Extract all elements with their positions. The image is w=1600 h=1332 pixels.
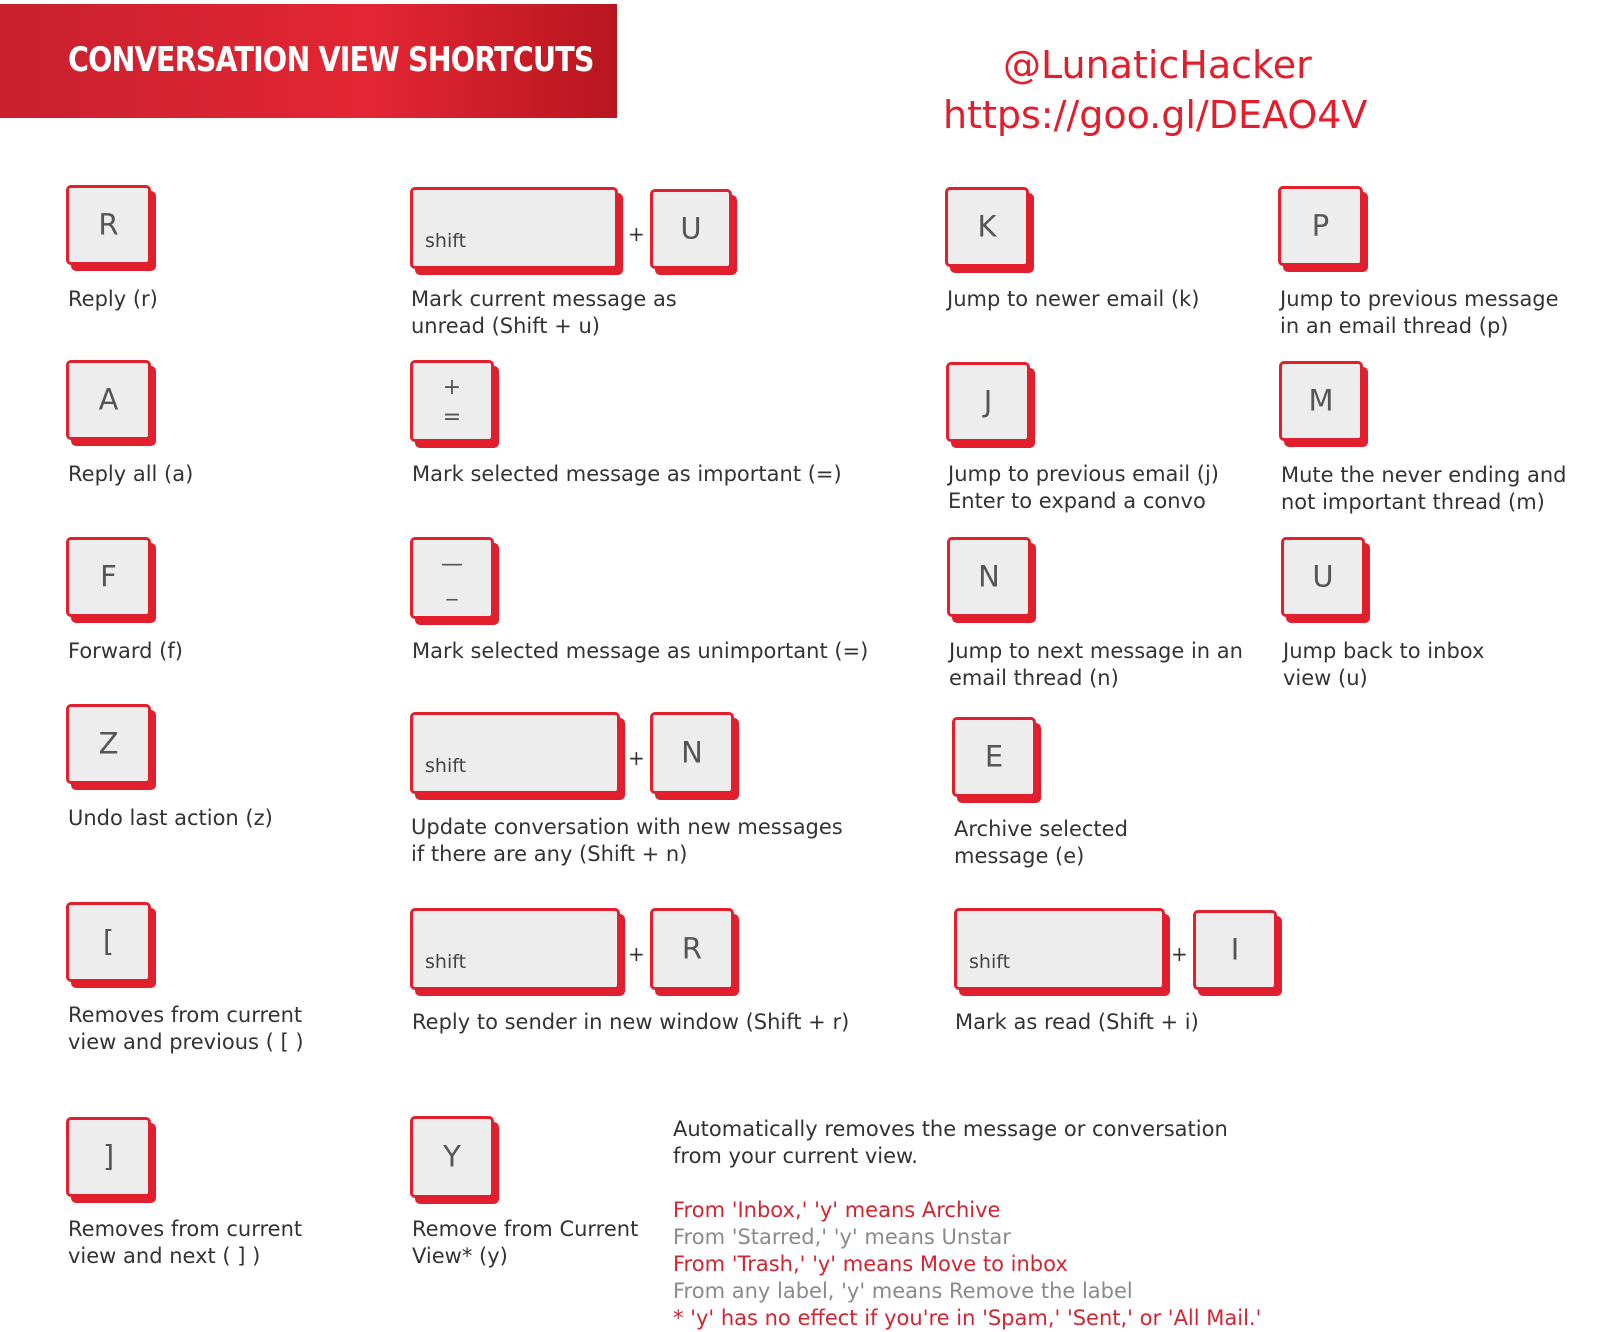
key-minus: — _	[410, 537, 494, 619]
shortcut-archive: Archive selected message (e)	[954, 817, 1128, 868]
y-note-starred: From 'Starred,' 'y' means Unstar	[673, 1225, 1011, 1249]
key-a: A	[66, 360, 151, 440]
key-r-shift: R	[650, 908, 734, 990]
key-u-inbox: U	[1281, 537, 1365, 617]
key-k: K	[945, 187, 1029, 267]
shortcut-reply-all: Reply all (a)	[68, 462, 194, 486]
y-note-inbox: From 'Inbox,' 'y' means Archive	[673, 1198, 1001, 1222]
shortcut-mute: Mute the never ending and not important thread (m)	[1281, 463, 1567, 514]
key-j: J	[946, 362, 1030, 442]
shortcut-mark-read: Mark as read (Shift + i)	[955, 1010, 1199, 1034]
shortcut-mark-unimportant: Mark selected message as unimportant (=)	[412, 639, 869, 663]
y-note-label: From any label, 'y' means Remove the label	[673, 1279, 1133, 1303]
shortcut-next-message: Jump to next message in an email thread (n)	[949, 639, 1243, 690]
plus-sign: +	[1171, 942, 1188, 966]
page-title: CONVERSATION VIEW SHORTCUTS	[68, 40, 594, 80]
key-right-bracket: ]	[66, 1117, 151, 1197]
key-e: E	[952, 717, 1036, 797]
key-shift: shift	[410, 908, 620, 990]
key-u: U	[650, 189, 732, 269]
y-note-footnote: * 'y' has no effect if you're in 'Spam,' 'Sent,' or 'All Mail.'	[673, 1306, 1262, 1330]
key-n-shift: N	[650, 712, 734, 794]
key-r: R	[66, 185, 151, 265]
shortcut-remove-previous: Removes from current view and previous ( [ )	[68, 1003, 304, 1054]
shortcut-forward: Forward (f)	[68, 639, 183, 663]
key-left-bracket: [	[66, 902, 151, 982]
key-p: P	[1278, 186, 1363, 266]
plus-sign: +	[628, 942, 645, 966]
key-f: F	[66, 537, 151, 617]
plus-sign: +	[628, 746, 645, 770]
key-shift: shift	[410, 712, 620, 794]
key-plus-equals: + =	[410, 360, 494, 442]
shortcut-back-to-inbox: Jump back to inbox view (u)	[1283, 639, 1485, 690]
shortcut-undo: Undo last action (z)	[68, 806, 273, 830]
plus-sign: +	[628, 222, 645, 246]
key-m: M	[1279, 361, 1363, 441]
shortcut-mark-important: Mark selected message as important (=)	[412, 462, 842, 486]
shortcut-reply: Reply (r)	[68, 287, 158, 311]
key-i-shift: I	[1193, 910, 1277, 990]
key-n: N	[947, 537, 1031, 617]
shortcut-previous-email: Jump to previous email (j) Enter to expand a convo	[948, 462, 1219, 513]
shortcut-mark-unread: Mark current message as unread (Shift + u)	[411, 287, 677, 338]
shortcut-newer-email: Jump to newer email (k)	[947, 287, 1200, 311]
key-y: Y	[410, 1116, 494, 1198]
author-handle: @LunaticHacker	[1003, 43, 1312, 87]
key-z: Z	[66, 704, 151, 784]
shortcut-remove-next: Removes from current view and next ( ] )	[68, 1217, 303, 1268]
key-shift: shift	[954, 908, 1165, 990]
shortcut-reply-new-window: Reply to sender in new window (Shift + r)	[412, 1010, 850, 1034]
source-url: https://goo.gl/DEAO4V	[943, 93, 1368, 137]
shortcut-previous-message: Jump to previous message in an email thread (p)	[1280, 287, 1559, 338]
y-note-trash: From 'Trash,' 'y' means Move to inbox	[673, 1252, 1068, 1276]
key-shift: shift	[410, 187, 618, 269]
y-notes-intro: Automatically removes the message or conversation from your current view.	[673, 1117, 1228, 1168]
shortcut-update-conversation: Update conversation with new messages if there are any (Shift + n)	[411, 815, 843, 866]
shortcut-remove-current: Remove from Current View* (y)	[412, 1217, 639, 1268]
title-banner	[0, 4, 617, 118]
